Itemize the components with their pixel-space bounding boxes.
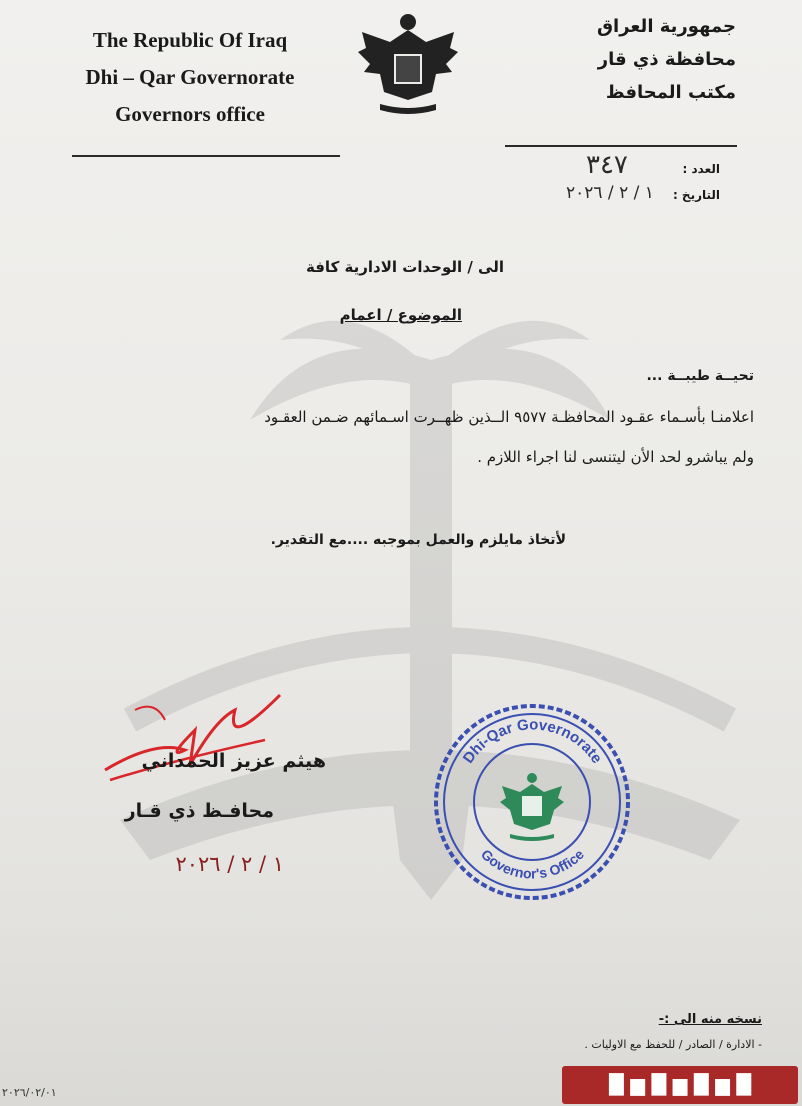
- stamp-text-bottom: Governor's Office: [477, 845, 588, 882]
- letterhead-ar-line-3: مكتب المحافظ: [605, 82, 736, 103]
- english-letterhead: [60, 22, 320, 133]
- official-stamp: [430, 700, 635, 905]
- stamp-text-top: Dhi-Qar Governorate: [459, 716, 606, 767]
- number-value: ٣٤٧: [586, 150, 628, 180]
- letterhead-en-line-3: Governors office: [115, 102, 265, 126]
- recipient-line: الى / الوحدات الادارية كافة: [306, 258, 504, 276]
- signature-date: ١ / ٢ / ٢٠٢٦: [175, 852, 284, 876]
- svg-text:Dhi-Qar Governorate: [460, 716, 606, 766]
- copies-heading: نسخه منه الى :-: [658, 1012, 762, 1027]
- arabic-letterhead: [516, 10, 736, 109]
- number-label: العدد :: [682, 162, 720, 176]
- closing-line: لأتخاذ مايلزم والعمل بموجبه ....مع التقدير.: [270, 532, 566, 548]
- date-label: التاريخ :: [672, 188, 720, 202]
- date-value: ١ / ٢ / ٢٠٢٦: [566, 183, 654, 203]
- letterhead-en-line-1: The Republic Of Iraq: [92, 28, 288, 52]
- body-line-1: اعلامنـا بأسـماء عقـود المحافظـة ٩٥٧٧ الــذين ظهــرت اسـمائهم ضـمن العقـود: [264, 408, 754, 426]
- letterhead-en-line-2: Dhi – Qar Governorate: [85, 65, 295, 89]
- source-watermark-logo: █ ▆ █ ▆ █ ▆ █: [562, 1066, 798, 1104]
- signatory-title: محافـظ ذي قـار: [124, 800, 274, 822]
- copies-line-1: - الادارة / الصادر / للحفظ مع الاوليات .: [584, 1038, 762, 1051]
- svg-text:Governor's Office: [478, 846, 587, 882]
- header-rule-right: [505, 145, 737, 147]
- letterhead-ar-line-1: جمهورية العراق: [596, 16, 736, 37]
- iraq-eagle-emblem: [350, 8, 466, 116]
- subject-line: الموضوع / اعمام: [339, 306, 462, 324]
- body-line-2: ولم يباشرو لحد الأن ليتنسى لنا اجراء اللازم .: [477, 448, 754, 466]
- header-rule-left: [72, 155, 340, 157]
- handwritten-signature: [95, 680, 295, 800]
- footer-side-date: ٢٠٢٦/٠٢/٠١: [2, 1086, 57, 1099]
- signatory-name: هيثم عزيز الحمداني: [141, 750, 326, 772]
- greeting-line: تحيــة طيبــة ...: [646, 368, 754, 384]
- letterhead-ar-line-2: محافظة ذي قار: [597, 49, 736, 70]
